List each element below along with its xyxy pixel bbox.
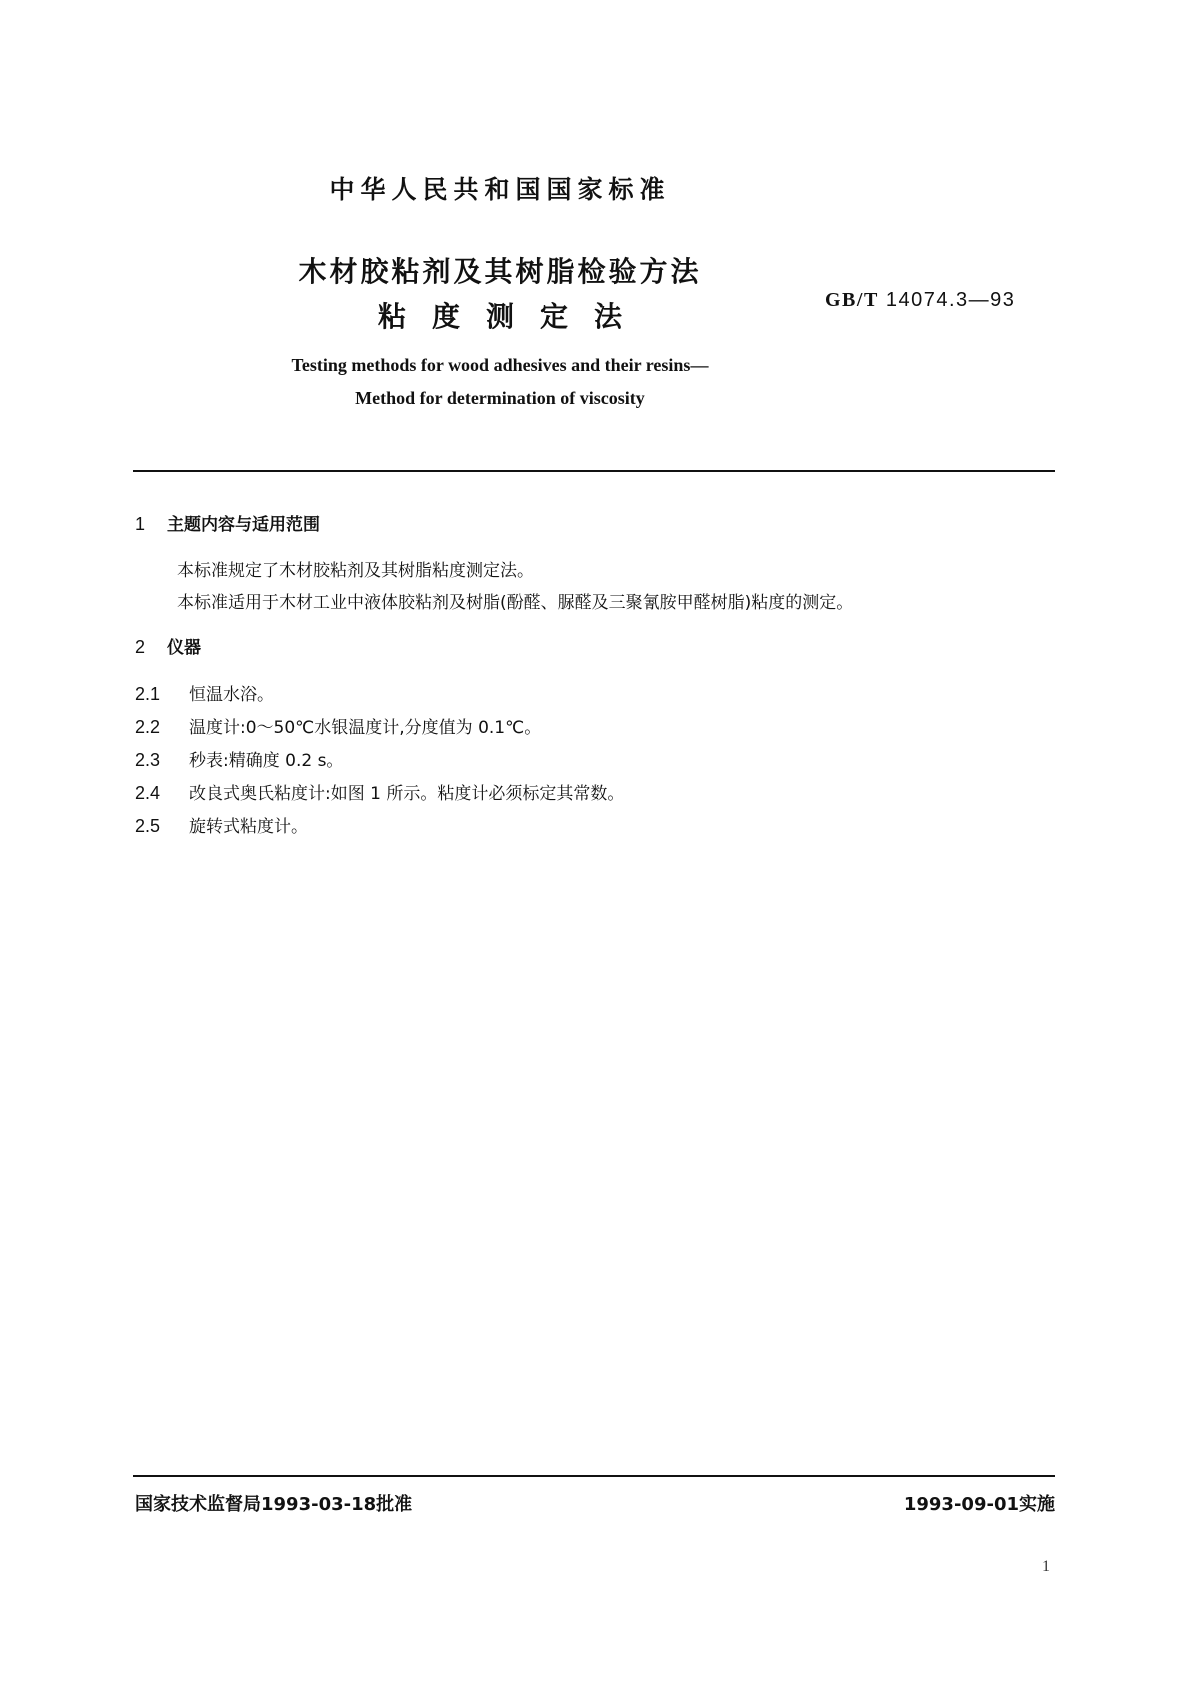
page-number: 1 xyxy=(1042,1558,1050,1575)
standard-number-prefix: GB/T xyxy=(825,289,879,311)
section-heading-1 xyxy=(135,510,320,535)
clause-2-4 xyxy=(135,779,624,804)
section-title: 仪器 xyxy=(167,638,201,658)
standard-number xyxy=(825,289,1015,312)
clause-number: 2.4 xyxy=(135,783,161,803)
title-cn-line2: 粘度测定法 xyxy=(377,300,648,333)
scope-paragraph-1: 本标准规定了木材胶粘剂及其树脂粘度测定法。 xyxy=(177,561,534,581)
clause-text: 秒表:精确度 0.2 s。 xyxy=(189,751,344,771)
footer-divider xyxy=(133,1475,1055,1477)
clause-text: 恒温水浴。 xyxy=(189,685,274,705)
standard-number-value: 14074.3—93 xyxy=(885,289,1016,311)
national-standard-header: 中华人民共和国国家标准 xyxy=(329,175,671,204)
section-title: 主题内容与适用范围 xyxy=(167,515,320,535)
header-divider xyxy=(133,470,1055,472)
clause-text: 温度计:0～50℃水银温度计,分度值为 0.1℃。 xyxy=(189,718,542,738)
title-en-line2: Method for determination of viscosity xyxy=(355,388,645,408)
implementation-date: 1993-09-01实施 xyxy=(903,1494,1055,1515)
clause-2-1 xyxy=(135,680,274,705)
section-number: 1 xyxy=(135,514,146,534)
section-number: 2 xyxy=(135,637,146,657)
clause-number: 2.1 xyxy=(135,684,161,704)
section-heading-2 xyxy=(135,633,201,658)
clause-text: 旋转式粘度计。 xyxy=(189,817,308,837)
title-en-line1: Testing methods for wood adhesives and their resins— xyxy=(291,355,709,375)
clause-text: 改良式奥氏粘度计:如图 1 所示。粘度计必须标定其常数。 xyxy=(189,784,625,804)
clause-2-2 xyxy=(135,713,541,738)
clause-2-3 xyxy=(135,746,343,771)
clause-number: 2.2 xyxy=(135,717,161,737)
approval-date: 国家技术监督局1993-03-18批准 xyxy=(135,1494,413,1515)
title-cn-line1: 木材胶粘剂及其树脂检验方法 xyxy=(298,255,702,288)
clause-number: 2.5 xyxy=(135,816,161,836)
clause-2-5 xyxy=(135,812,308,837)
scope-paragraph-2: 本标准适用于木材工业中液体胶粘剂及树脂(酚醛、脲醛及三聚氰胺甲醛树脂)粘度的测定。 xyxy=(177,593,854,613)
clause-number: 2.3 xyxy=(135,750,161,770)
